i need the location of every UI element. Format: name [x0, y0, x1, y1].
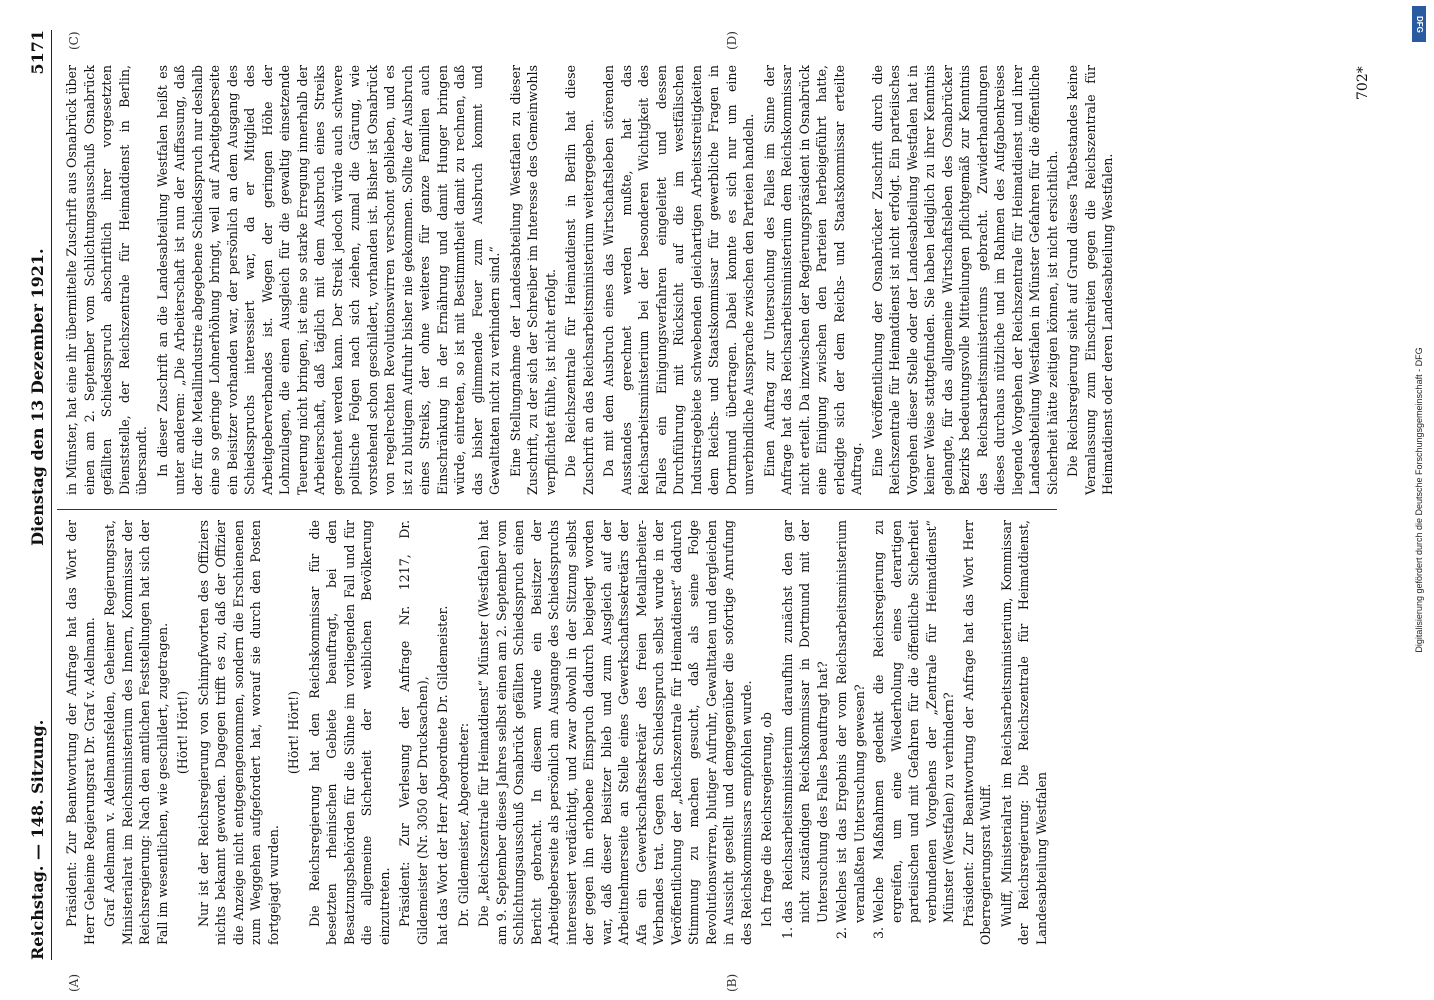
- list-item: 1. das Reichsarbeitsministerium daraufhin zunächst den gar nicht zuständigen Reichskommissar in Dortmund mit der Untersuchung des Falles beauftragt hat?: [779, 520, 832, 923]
- paragraph: Die Reichszentrale für Heimatdienst in Berlin hat diese Zuschrift an das Reichsarbeitsministerium weitergegeben.: [563, 65, 596, 495]
- interjection: (Hört! Hört!): [175, 690, 190, 775]
- list-item: 2. Welches ist das Ergebnis der vom Reichsarbeitsministerium veranlaßten Untersuchung gewesen?: [833, 520, 868, 923]
- paragraph: Einen Auftrag zur Untersuchung des Falles im Sinne der Anfrage hat das Reichsarbeitsministerium dem Reichskommissar nicht erteilt. Da inzwischen der Regierungspräsident in Osnabrück eine Einigung zwischen den Parteien herbeigeführt hatte, erledigte sich der dem Reichs- und Staatskommissar erteilte Auftrag.: [761, 65, 864, 495]
- page-number: 5171: [28, 30, 47, 75]
- marker-d: (D): [725, 31, 739, 50]
- interjection: (Hört! Hört!): [286, 690, 301, 775]
- paragraph: Ich frage die Reichsregierung, ob: [759, 712, 774, 927]
- list-item: 3. Welche Maßnahmen gedenkt die Reichsregierung zu ergreifen, um eine Wiederholung eines derartigen parteiischen und mit Gefahren für die öffentliche Sicherheit verbundenen Vorgehens der „Zentrale für Heimatdienst“ Münster (Westfalen) zu verhindern?: [870, 520, 958, 923]
- sidebar: [1404, 0, 1434, 1000]
- paragraph: in Münster, hat eine ihr übermittelte Zuschrift aus Osnabrück über einen am 2. September vom Schlichtungsausschuß Osnabrück gefällten Schiedsspruch abschriftlich ihrer vorgesetzten Dienststelle, der Reichszentrale für Heimatdienst in Berlin, übersandt.: [64, 65, 149, 495]
- paragraph: Die Reichsregierung sieht auf Grund dieses Tatbestandes keine Veranlassung zum Einschreiten gegen die Reichszentrale für Heimatdienst oder deren Landesabteilung Westfalen.: [1065, 65, 1115, 495]
- paragraph: Die „Reichszentrale für Heimatdienst“ Münster (Westfalen) hat am 9. September dieses Jahres selbst einen am 2. September vom Schlichtungsausschuß Osnabrück gefällten Schiedsspruch einen Bericht gebracht. In diesem wurde ein Beisitzer der Arbeitgeberseite als persönlich am Ausgange des Schiedsspruchs interessiert verdächtigt, und zwar obwohl in der Sitzung selbst der gegen ihn erhobene Einspruch dadurch beigelegt worden war, daß dieser Beisitzer blieb und zum Ausgleich auf der Arbeitnehmerseite an Stelle eines Gewerkschaftssekretärs der Afa ein Gewerkschaftssekretär des freien Metallarbeiter-Verbandes trat. Gegen den Schiedsspruch selbst wurde in der Veröffentlichung der „Reichszentrale für Heimatdienst“ dadurch Stimmung zu machen gesucht, daß als seine Folge Revolutionswirren, blutiger Aufruhr, Gewalttaten und dergleichen in Aussicht gestellt und demgegenüber die sofortige Anrufung des Reichskommissars empfohlen wurde.: [476, 520, 754, 945]
- rotated-page: [5, 0, 1395, 1000]
- left-column: [63, 520, 1053, 945]
- paragraph: Eine Veröffentlichung der Osnabrücker Zuschrift durch die Reichszentrale für Heimatdienst ist nicht erfolgt. Ein parteiisches Vorgehen dieser Stelle oder der Landesabteilung Westfalen hat in keiner Weise stattgefunden. Sie haben lediglich zu ihrer Kenntnis gelangte, für das allgemeine Wirtschaftsleben des Osnabrücker Bezirks bedeutungsvolle Mitteilungen pflichtgemäß zur Kenntnis des Reichsarbeitsministeriums gebracht. Zuwiderhandlungen dieses durchaus nützliche und im Rahmen des Aufgabenkreises liegende Vorgehen der Reichszentrale für Heimatdienst und ihrer Landesabteilung Westfalen in Münster Gefahren für die öffentliche Sicherheit hätte zeitigen können, ist nicht ersichtlich.: [869, 65, 1060, 495]
- right-column: [63, 65, 1120, 495]
- question-list: [779, 520, 958, 945]
- paragraph: hat das Wort der Herr Abgeordnete Dr. Gildemeister.: [435, 605, 450, 945]
- page-signature: 702*: [1355, 66, 1371, 100]
- paragraph: Eine Stellungnahme der Landesabteilung Westfalen zu dieser Zuschrift, zu der sich der Schreiber im Interesse des Gemeinwohls verpflichtet fühlte, ist nicht erfolgt.: [507, 65, 558, 495]
- paragraph: Die Reichsregierung hat den Reichskommissar für die besetzten rheinischen Gebiete beauftragt, bei den Besatzungsbehörden für die Sühne im vorliegenden Fall und für die allgemeine Sicherheit der weiblichen Bevölkerung einzutreten.: [306, 520, 392, 945]
- paragraph: Präsident: Zur Beantwortung der Anfrage hat das Wort Herr Oberregierungsrat Wulff.: [960, 520, 993, 945]
- paragraph: Graf Adelmann v. Adelmannsfelden, Geheimer Regierungsrat, Ministerialrat im Reichsministerium des Innern, Kommissar der Reichsregierung: Nach den amtlichen Feststellungen hat sich der Fall im wesentlichen, wie geschildert, zugetragen.: [102, 520, 170, 945]
- paragraph: Präsident: Zur Verlesung der Anfrage Nr. 1217, Dr. Gildemeister (Nr. 3050 der Drucksachen),: [397, 520, 430, 945]
- paragraph: In dieser Zuschrift an die Landesabteilung Westfalen heißt es unter anderem: „Die Arbeiterschaft ist nun der Auffassung, daß der für die Metallindustrie abgegebene Schiedsspruch nur deshalb eine so geringe Lohnerhöhung bringt, weil auf Arbeitgeberseite ein Beisitzer vorhanden war, der persönlich an dem Ausgang des Schiedsspruchs interessiert war, da er Mitglied des Arbeitgeberverbandes ist. Wegen der geringen Höhe der Lohnzulagen, die einen Ausgleich für die gewaltig einsetzende Teuerung nicht bringen, ist eine so starke Erregung innerhalb der Arbeiterschaft, daß täglich mit dem Ausbruch eines Streiks gerechnet werden kann. Der Streik jedoch würde auch schwere politische Folgen nach sich ziehen, zumal die Gärung, wie vorstehend schon geschildert, vorhanden ist. Bisher ist Osnabrück von regelrechten Revolutionswirren verschont geblieben, und es ist zu blutigem Aufruhr bisher nie gekommen. Sollte der Ausbruch eines Streiks, der ohne weiteres für ganze Familien auch Einschränkung in der Ernährung und damit Hunger bringen würde, eintreten, so ist mit Bestimmtheit damit zu rechnen, daß das bisher glimmende Feuer zum Ausbruch kommt und Gewalttaten nicht zu verhindern sind.“: [154, 65, 502, 495]
- paragraph: Da mit dem Ausbruch eines das Wirtschaftsleben störenden Ausstandes gerechnet werden mußte, hat das Reichsarbeitsministerium bei der besonderen Wichtigkeit des Falles ein Einigungsverfahren eingeleitet und dessen Durchführung mit Rücksicht auf die im westfälischen Industriegebiete schwebenden gleichartigen Arbeitsstreitigkeiten dem Reichs- und Staatskommissar für gewerbliche Fragen in Dortmund übertragen. Dabei konnte es sich nur um eine unverbindliche Aussprache zwischen den Parteien handeln.: [601, 65, 756, 495]
- marker-c: (C): [67, 31, 81, 50]
- paragraph: Wulff, Ministerialrat im Reichsarbeitsministerium, Kommissar der Reichsregierung: Die Reichszentrale für Heimatdienst, Landesabteilung Westfalen: [998, 520, 1049, 945]
- page-header: [13, 30, 52, 960]
- paragraph: Präsident: Zur Beantwortung der Anfrage hat das Wort der Herr Geheime Regierungsrat Dr. Graf v. Adelmann.: [64, 520, 97, 945]
- paragraph: Dr. Gildemeister, Abgeordneter:: [455, 722, 471, 927]
- header-date: Dienstag den 13 Dezember 1921.: [28, 248, 47, 546]
- dfg-logo: DFG: [1412, 6, 1426, 42]
- marker-a: (A): [67, 973, 81, 992]
- marker-b: (B): [725, 973, 739, 992]
- column-divider: [57, 509, 1057, 510]
- paragraph: Nur ist der Reichsregierung von Schimpfworten des Offiziers nichts bekannt geworden. Dagegen trifft es zu, daß der Offizier die Anzeige nicht entgegengenommen, sondern die Erschienenen zum Weggehen aufgefordert hat, worauf sie durch den Posten fortgejagt wurden.: [195, 520, 281, 945]
- header-left: Reichstag. — 148. Sitzung.: [28, 719, 47, 960]
- digitization-credit: Digitalisierung gefördert durch die Deutsche Forschungsgemeinschaft - DFG: [1414, 347, 1424, 653]
